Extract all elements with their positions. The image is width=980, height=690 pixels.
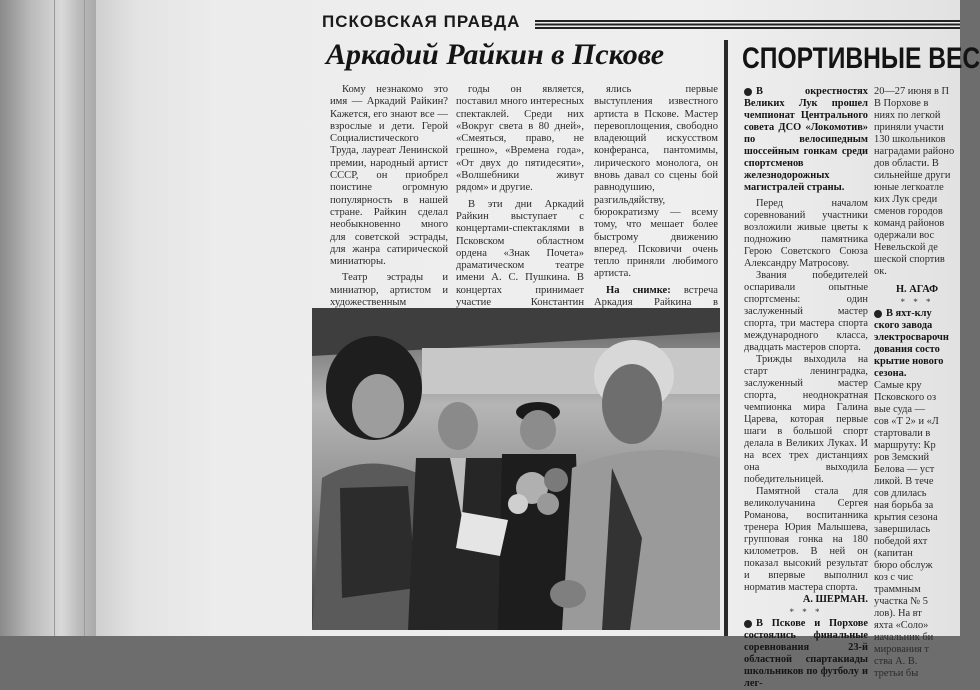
text-line: ная борьба за <box>874 500 934 511</box>
column-divider <box>724 40 728 636</box>
text-line: шеской спортив <box>874 254 945 265</box>
header-rule <box>535 20 960 29</box>
article-photo <box>312 308 720 630</box>
text-line: траммным <box>874 584 921 595</box>
text-line: ров Земский <box>874 452 930 463</box>
text-line: юные легкоатле <box>874 182 944 193</box>
text-line: Самые кру <box>874 380 922 391</box>
article-title: Аркадий Райкин в Пскове <box>326 38 665 71</box>
text-line: третьи бы <box>874 668 919 679</box>
bullet-icon <box>874 310 882 318</box>
text-line: стартовали в <box>874 428 931 439</box>
text-line: сов «Т 2» и «Л <box>874 416 939 427</box>
text-line: дования состо <box>874 344 940 355</box>
text-line: сов длилась <box>874 488 927 499</box>
text-line: сильнейше други <box>874 170 951 181</box>
text-line: электросварочн <box>874 332 949 343</box>
sport-column-1 <box>744 86 868 689</box>
text-line: ского завода <box>874 320 933 331</box>
separator-stars: * * * <box>789 607 823 617</box>
text-line: начальник би <box>874 632 934 643</box>
text-line: одержали вос <box>874 230 935 241</box>
text-line: ниях по легкой <box>874 110 941 121</box>
sport-news-lead: В окрестностях Великих Лук прошел чемпионат Центрального совета ДСО «Локомотив» по велосипедным шоссейным гонкам среди спортсменов железнодорожных магистралей страны. <box>744 86 868 193</box>
text-line: Невельской де <box>874 242 938 253</box>
bullet-icon <box>744 620 752 628</box>
article-column-3 <box>594 84 718 309</box>
caption-label: На снимке: <box>606 284 671 296</box>
text-line: ок. <box>874 266 887 277</box>
text-line: 130 школьников <box>874 134 946 145</box>
photo-illustration <box>312 308 720 630</box>
text-line: В Порхове в <box>874 98 929 109</box>
paragraph: Перед началом соревнований участники возложили живые цветы к подножию памятника Герою Советского Союза Александру Матросову. <box>744 198 868 269</box>
text-line: дов области. В <box>874 158 939 169</box>
text-line: ких Лук среди <box>874 194 938 205</box>
text-line: приняли участи <box>874 122 944 133</box>
text-line: 20—27 июня в П <box>874 86 950 97</box>
paragraph: Кому незнакомо это имя — Аркадий Райкин? Кажется, его знают все — взрослые и дети. Герой Социалистического Труда, лауреат Ленинской премии, народный артист СССР, он приобрел поистине огромную популярность в нашей стране. Райкин сделал необыкновенно много для советской эстрады, для жанра сатирической миниатюры. <box>330 84 448 268</box>
text-line: яхта «Соло» <box>874 620 929 631</box>
paragraph: Трижды выходила на старт ленинградка, заслуженный мастер спорта, неоднократная чемпионка мира Галина Царева, которая первые шаги в большой спорт делала в Великих Луках. И на всех трех дистанциях она выходила победительницей. <box>744 354 868 485</box>
text-line: сезона. <box>874 368 907 379</box>
text-line: (капитан <box>874 548 913 559</box>
text-line: ликой. В тече <box>874 476 934 487</box>
newspaper-name: ПСКОВСКАЯ ПРАВДА <box>322 12 521 31</box>
binding-edge <box>54 0 55 636</box>
text-line: сменов городов <box>874 206 943 217</box>
sport-column-2 <box>874 86 960 679</box>
paragraph: Звания победителей оспаривали опытные спортсмены: один заслуженный мастер спорта, три мастера спорта международного класса, двадцать мастеров спорта. <box>744 270 868 353</box>
text-line: крытие нового <box>874 356 944 367</box>
book-spine <box>0 0 96 636</box>
text-line: крытия сезона <box>874 512 938 523</box>
paragraph: годы он является, поставил много интересных спектаклей. Среди них «Вокруг света в 80 дней», «Смеяться, право, не грешно», «Времена года», «От двух до пятидесяти», «Волшебники живут рядом» и другие. <box>456 84 584 194</box>
text-line: Псковского оз <box>874 392 937 403</box>
text-line: победой яхт <box>874 536 928 547</box>
sport-news-lead: В яхт-клу <box>874 308 960 320</box>
article-column-2 <box>456 84 584 309</box>
text-line: маршруту: Кр <box>874 440 936 451</box>
sport-news-lead: В Пскове и Порхове состоялись финальные соревнования 23-й областной спартакиады школьников по футболу и лег- <box>744 618 868 689</box>
text-line: коз с чис <box>874 572 914 583</box>
text-line: вые суда — <box>874 404 925 415</box>
binding-edge <box>84 0 85 636</box>
author-signature: А. ШЕРМАН. <box>802 594 868 605</box>
separator-stars: * * * <box>900 297 934 307</box>
text-line: Белова — уст <box>874 464 935 475</box>
bullet-icon <box>744 88 752 96</box>
text-line: лов). На вт <box>874 608 922 619</box>
paragraph: Театр эстрады и миниатюр, артистом и художественным <box>330 272 448 309</box>
paragraph: ялись первые выступления известного артиста в Пскове. Мастер перевоплощения, свободно владеющий искусством конферанса, пантомимы, лирического монолога, он вновь давал со сцены бой равнодушию, разгильдяйству, бюрократизму — всему тому, что мешает более быстрому движению вперед. Псковичи очень тепло приняли любимого артиста. <box>594 84 718 280</box>
paragraph: Памятной стала для великолучанина Сергея Романова, воспитанника тренера Юрия Малышева, групповая гонка на 180 километров. В ней он показал высокий результат и впервые выполнил норматив мастера спорта. <box>744 486 868 593</box>
paragraph: В эти дни Аркадий Райкин выступает с концертами-спектаклями в Псковском областном ордена «Знак Почета» драматическом театре имени А. С. Пушкина. В концертах принимает участие Константин <box>456 198 584 309</box>
article-column-1 <box>330 84 448 309</box>
text-line: мирования т <box>874 644 929 655</box>
text-line: участка № 5 <box>874 596 928 607</box>
caption-text: встреча Аркадия Райкина в <box>594 284 718 309</box>
author-signature: Н. АГАФ <box>895 284 939 295</box>
text-line: бюро обслуж <box>874 560 933 571</box>
text-line: команд районов <box>874 218 945 229</box>
text-line: ства А. В. <box>874 656 918 667</box>
sport-news-title: СПОРТИВНЫЕ ВЕС <box>742 42 980 75</box>
text-line: наградами районо <box>874 146 955 157</box>
text-line: завершилась <box>874 524 931 535</box>
